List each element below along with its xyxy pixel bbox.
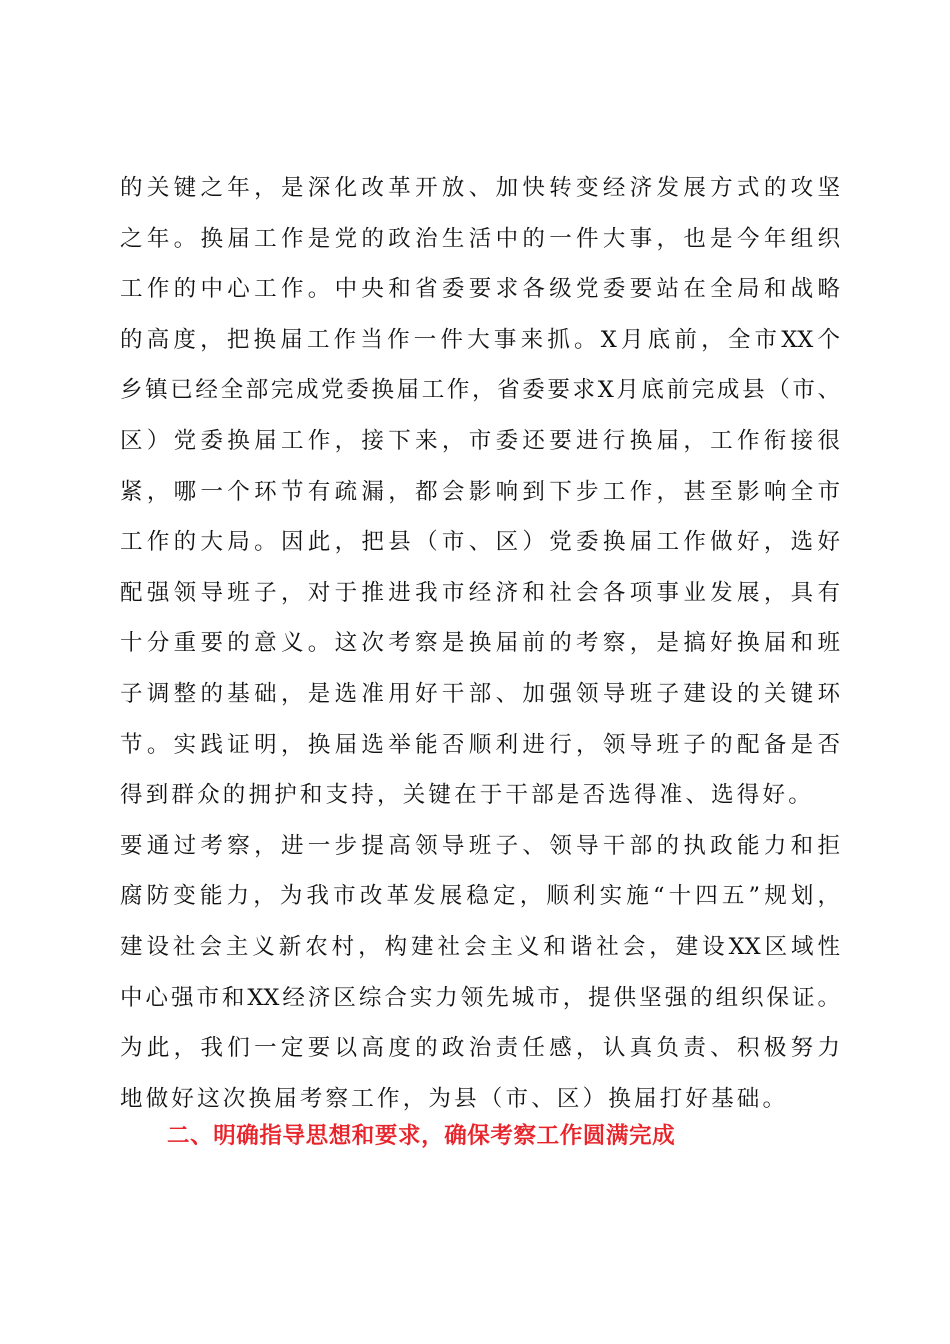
- paragraph-line: 区）党委换届工作，接下来，市委还要进行换届，工作衔接很: [120, 427, 840, 454]
- paragraph-line: 得到群众的拥护和支持，关键在于干部是否选得准、选得好。: [120, 782, 814, 809]
- paragraph-line: 子调整的基础，是选准用好干部、加强领导班子建设的关键环: [120, 680, 840, 707]
- paragraph-line: 的高度，把换届工作当作一件大事来抓。X月底前，全市XX个: [120, 326, 840, 353]
- paragraph-line: 乡镇已经全部完成党委换届工作，省委要求X月底前完成县（市、: [120, 377, 840, 404]
- paragraph-line: 十分重要的意义。这次考察是换届前的考察，是搞好换届和班: [120, 630, 840, 657]
- paragraph-line: 地做好这次换届考察工作，为县（市、区）换届打好基础。: [120, 1085, 789, 1112]
- section-heading: 二、明确指导思想和要求，确保考察工作圆满完成: [167, 1123, 676, 1149]
- paragraph-line: 为此，我们一定要以高度的政治责任感，认真负责、积极努力: [120, 1035, 840, 1062]
- paragraph-line: 要通过考察，进一步提高领导班子、领导干部的执政能力和拒: [120, 832, 840, 859]
- paragraph-line: 之年。换届工作是党的政治生活中的一件大事，也是今年组织: [120, 225, 840, 252]
- paragraph-line: 紧，哪一个环节有疏漏，都会影响到下步工作，甚至影响全市: [120, 478, 840, 505]
- paragraph-line: 中心强市和XX经济区综合实力领先城市，提供坚强的组织保证。: [120, 984, 840, 1011]
- paragraph-line: 节。实践证明，换届选举能否顺利进行，领导班子的配备是否: [120, 731, 840, 758]
- paragraph-line: 工作的中心工作。中央和省委要求各级党委要站在全局和战略: [120, 276, 840, 303]
- paragraph-line: 建设社会主义新农村，构建社会主义和谐社会，建设XX区域性: [120, 933, 840, 960]
- body-paragraph: [120, 163, 840, 1124]
- paragraph-line: 配强领导班子，对于推进我市经济和社会各项事业发展，具有: [120, 579, 840, 606]
- paragraph-line: 腐防变能力，为我市改革发展稳定，顺利实施“十四五”规划，: [120, 883, 840, 910]
- paragraph-line: 的关键之年，是深化改革开放、加快转变经济发展方式的攻坚: [120, 175, 840, 201]
- paragraph-line: 工作的大局。因此，把县（市、区）党委换届工作做好，选好: [120, 529, 840, 556]
